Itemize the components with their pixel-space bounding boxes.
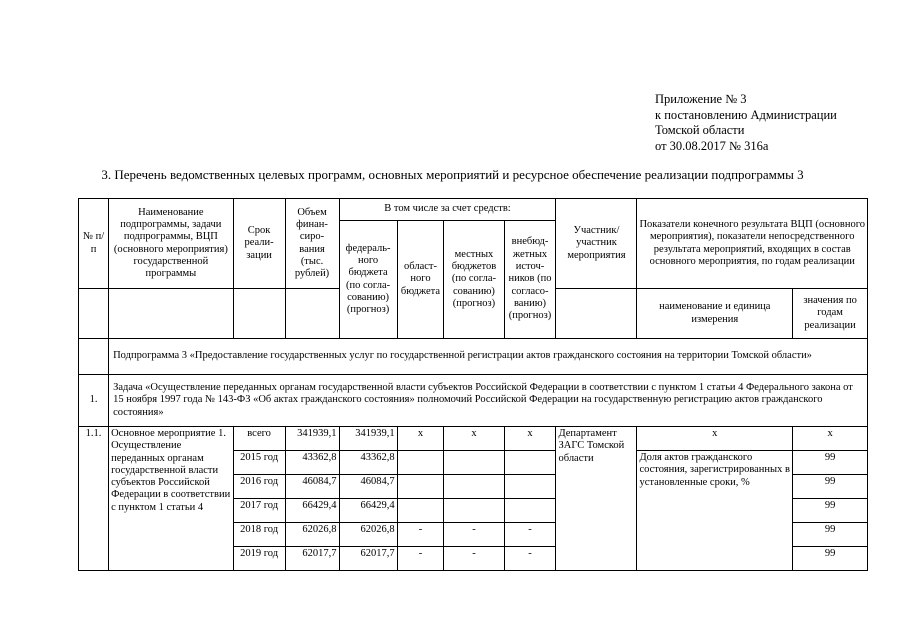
- indicator-name-total: х: [637, 427, 793, 451]
- term-2017: 2017 год: [233, 499, 285, 523]
- header-blank-participant: [556, 289, 637, 339]
- regional-2017: [397, 499, 444, 523]
- indicator-value-2016: 99: [793, 475, 868, 499]
- volume-2018: 62026,8: [285, 523, 339, 547]
- federal-2016: 46084,7: [339, 475, 397, 499]
- header-row-1: [79, 199, 868, 221]
- header-blank-num: [79, 289, 109, 339]
- activity-num: 1.1.: [79, 427, 109, 571]
- regional-2018: -: [397, 523, 444, 547]
- task-text: Задача «Осуществление переданных органам государственной власти субъектов Российской Федерации в соответствии с пунктом 1 статьи 4 Федерального закона от 15 ноября 1997 года № 143-ФЗ «Об актах гражданского состояния» полномочий Российской Федерации на государственную регистрацию актов гражданского состояния»: [109, 375, 868, 427]
- subprogram-row: [79, 339, 868, 375]
- volume-2017: 66429,4: [285, 499, 339, 523]
- extra-2019: -: [504, 547, 556, 571]
- term-2015: 2015 год: [233, 451, 285, 475]
- activity-name: Основное мероприятие 1. Осуществление переданных органам государственной власти субъектов Российской Федерации в соответствии с пунктом 1 статьи 4: [109, 427, 234, 571]
- volume-2016: 46084,7: [285, 475, 339, 499]
- header-federal: федераль-ного бюджета (по согла-сованию) (прогноз): [339, 221, 397, 339]
- header-indicator-name: наименование и единица измерения: [637, 289, 793, 339]
- header-indicators-group: Показатели конечного результата ВЦП (основного мероприятия), показатели непосредственного результата мероприятий, входящих в состав основного мероприятия, по годам реализации: [637, 199, 868, 289]
- header-regional: област-ного бюджета: [397, 221, 444, 339]
- task-row: [79, 375, 868, 427]
- extra-total: х: [504, 427, 556, 451]
- indicator-value-total: х: [793, 427, 868, 451]
- local-2016: [444, 475, 504, 499]
- term-2016: 2016 год: [233, 475, 285, 499]
- header-volume: Объем финан-сиро-вания (тыс. рублей): [285, 199, 339, 289]
- appendix-line-4: от 30.08.2017 № 316а: [655, 138, 769, 153]
- appendix-block: [655, 92, 837, 154]
- subprogram-title: Подпрограмма 3 «Предоставление государственных услуг по государственной регистрации актов гражданского состояния на территории Томской области»: [109, 339, 868, 375]
- header-term: Срок реали-зации: [233, 199, 285, 289]
- federal-2019: 62017,7: [339, 547, 397, 571]
- header-blank-name: [109, 289, 234, 339]
- term-total: всего: [233, 427, 285, 451]
- term-2018: 2018 год: [233, 523, 285, 547]
- federal-2017: 66429,4: [339, 499, 397, 523]
- volume-total: 341939,1: [285, 427, 339, 451]
- volume-2019: 62017,7: [285, 547, 339, 571]
- header-blank-term: [233, 289, 285, 339]
- regional-2016: [397, 475, 444, 499]
- extra-2017: [504, 499, 556, 523]
- document-title: 3. Перечень ведомственных целевых программ, основных мероприятий и ресурсное обеспечение реализации подпрограммы 3: [101, 167, 804, 182]
- header-extra: внебюд-жетных источ-ников (по согласо-ванию) (прогноз): [504, 221, 556, 339]
- activity-row-total: [79, 427, 868, 451]
- header-sources-group: В том числе за счет средств:: [339, 199, 556, 221]
- indicator-value-2017: 99: [793, 499, 868, 523]
- activity-participant: Департамент ЗАГС Томской области: [556, 427, 637, 571]
- local-2015: [444, 451, 504, 475]
- program-table: [78, 198, 868, 571]
- header-blank-volume: [285, 289, 339, 339]
- indicator-value-2015: 99: [793, 451, 868, 475]
- volume-2015: 43362,8: [285, 451, 339, 475]
- extra-2016: [504, 475, 556, 499]
- federal-2018: 62026,8: [339, 523, 397, 547]
- regional-total: х: [397, 427, 444, 451]
- federal-total: 341939,1: [339, 427, 397, 451]
- local-2018: -: [444, 523, 504, 547]
- appendix-line-1: Приложение № 3: [655, 92, 747, 106]
- regional-2019: -: [397, 547, 444, 571]
- indicator-value-2018: 99: [793, 523, 868, 547]
- indicator-name: Доля актов гражданского состояния, зарегистрированных в установленные сроки, %: [637, 451, 793, 571]
- appendix-line-2: к постановлению Администрации: [655, 107, 837, 122]
- header-participant: Участник/ участник мероприятия: [556, 199, 637, 289]
- header-num: № п/п: [79, 199, 109, 289]
- term-2019: 2019 год: [233, 547, 285, 571]
- subprogram-num: [79, 339, 109, 375]
- header-indicator-values: значения по годам реализации: [793, 289, 868, 339]
- header-local: местных бюджетов (по согла-сованию) (прогноз): [444, 221, 504, 339]
- indicator-value-2019: 99: [793, 547, 868, 571]
- appendix-line-3: Томской области: [655, 123, 745, 137]
- extra-2018: -: [504, 523, 556, 547]
- regional-2015: [397, 451, 444, 475]
- task-num: 1.: [79, 375, 109, 427]
- header-name: Наименование подпрограммы, задачи подпрограммы, ВЦП (основного мероприятия) государственной программы: [109, 199, 234, 289]
- local-2019: -: [444, 547, 504, 571]
- federal-2015: 43362,8: [339, 451, 397, 475]
- extra-2015: [504, 451, 556, 475]
- local-total: х: [444, 427, 504, 451]
- local-2017: [444, 499, 504, 523]
